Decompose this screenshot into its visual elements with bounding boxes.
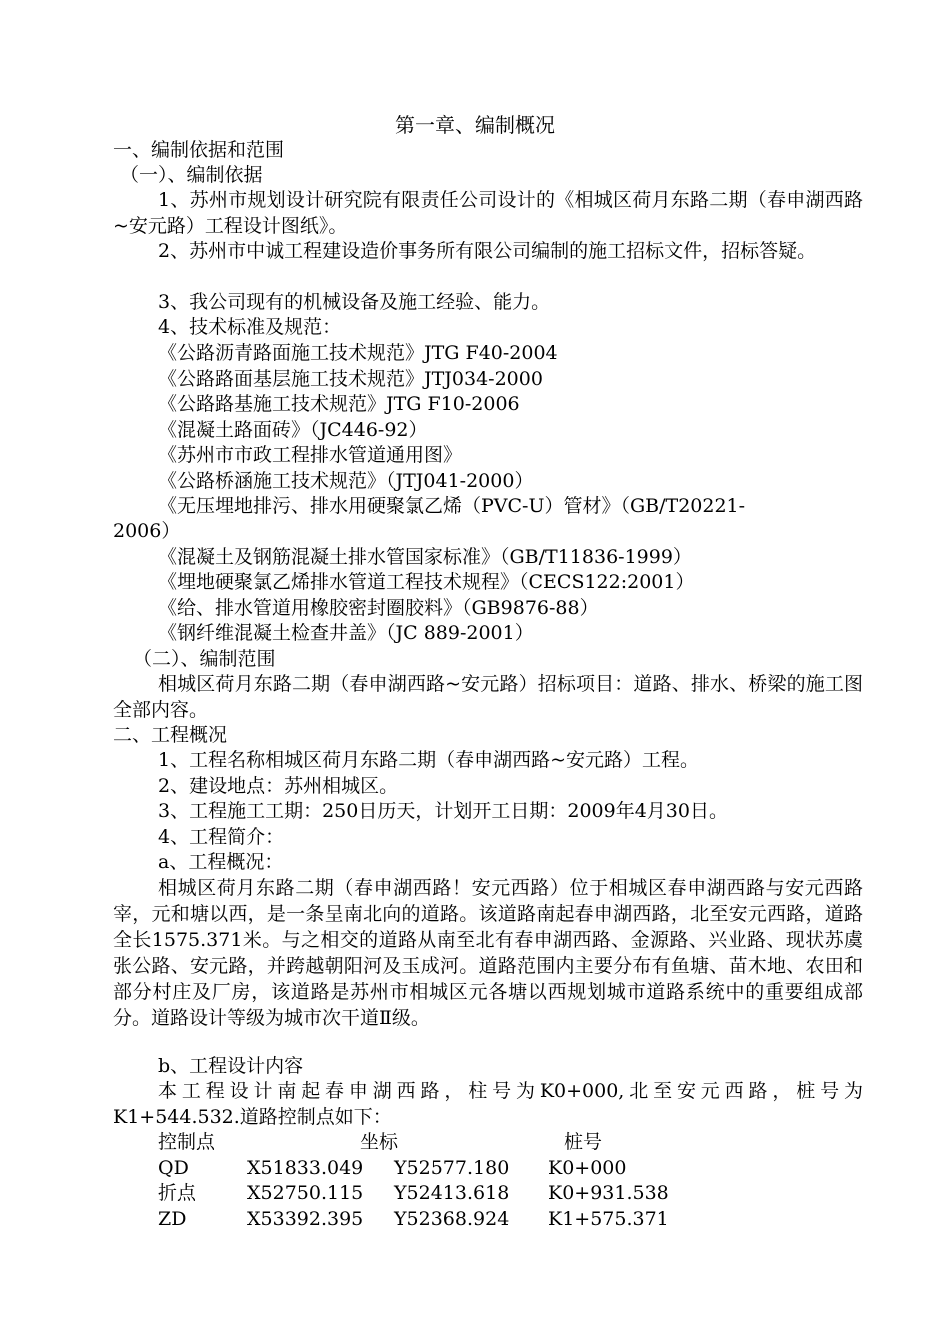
overview-item-2: 2、建设地点：苏州相城区。	[158, 775, 399, 797]
standard-item: 《公路路面基层施工技术规范》JTJ034-2000	[158, 368, 543, 390]
control-header-point: 控制点	[158, 1131, 216, 1153]
basis-item-4: 4、技术标准及规范：	[158, 316, 342, 338]
control-row-x: X52750.115	[247, 1182, 364, 1204]
control-row-x: X53392.395	[247, 1208, 364, 1230]
section1-sub1: （一）、编制依据	[120, 164, 263, 186]
overview-b-text: 本工程设计南起春申湖西路，柱号为K0+000,北至安元西路，桩号为K1+544.532.道路控制点如下：	[113, 1080, 863, 1128]
control-header-station: 桩号	[564, 1131, 603, 1153]
standard-item: 《苏州市市政工程排水管道通用图》	[158, 444, 463, 466]
control-row-station: K0+931.538	[548, 1182, 669, 1204]
section1-sub2: （二）、编制范围	[133, 648, 276, 670]
control-header-coord: 坐标	[360, 1131, 399, 1153]
control-row-station: K0+000	[548, 1157, 627, 1179]
standard-item: 《钢纤维混凝土检查井盖》（JC 889-2001）	[158, 622, 534, 644]
standard-item: 《埋地硬聚氯乙烯排水管道工程技术规程》（CECS122:2001）	[158, 571, 695, 593]
scope-text: 相城区荷月东路二期（春申湖西路~安元路）招标项目：道路、排水、桥梁的施工图全部内容。	[113, 673, 863, 721]
standard-item-pvc-cont: 2006）	[113, 520, 181, 542]
overview-item-3: 3、工程施工工期：250日历天，计划开工日期：2009年4月30日。	[158, 800, 728, 822]
section2-heading: 二、工程概况	[113, 724, 228, 746]
control-row-y: Y52577.180	[394, 1157, 510, 1179]
basis-item-3: 3、我公司现有的机械设备及施工经验、能力。	[158, 291, 551, 313]
control-row-point: QD	[158, 1157, 189, 1179]
section1-heading: 一、编制依据和范围	[113, 139, 285, 161]
overview-b-heading: b、工程设计内容	[158, 1055, 304, 1077]
control-row-x: X51833.049	[247, 1157, 364, 1179]
standard-item: 《混凝土路面砖》（JC446-92）	[158, 419, 428, 441]
standard-item: 《公路路基施工技术规范》JTG F10-2006	[158, 393, 520, 415]
control-row-y: Y52368.924	[394, 1208, 510, 1230]
control-row-point: 折点	[158, 1182, 197, 1204]
chapter-title: 第一章、编制概况	[395, 113, 555, 137]
overview-item-1: 1、工程名称相城区荷月东路二期（春申湖西路~安元路）工程。	[158, 749, 700, 771]
overview-a-text: 相城区荷月东路二期（春申湖西路！安元西路）位于相城区春申湖西路与安元西路宰，元和塘以西，是一条呈南北向的道路。该道路南起春申湖西路，北至安元西路，道路全长1575.371米。与之相交的道路从南至北有春申湖西路、金源路、兴业路、现状苏虞张公路、安元路，并跨越朝阳河及玉成河。道路范围内主要分布有鱼塘、苗木地、农田和部分村庄及厂房，该道路是苏州市相城区元各塘以西规划城市道路系统中的重要组成部分。道路设计等级为城市次干道Ⅱ级。	[113, 877, 863, 1029]
control-row-point: ZD	[158, 1208, 187, 1230]
control-row-y: Y52413.618	[394, 1182, 510, 1204]
overview-a-heading: a、工程概况：	[158, 851, 284, 873]
standard-item-pvc: 《无压埋地排污、排水用硬聚氯乙烯（PVC-U）管材》（GB/T20221-	[158, 495, 746, 517]
standard-item: 《混凝土及钢筋混凝土排水管国家标准》（GB/T11836-1999）	[158, 546, 692, 568]
control-row-station: K1+575.371	[548, 1208, 669, 1230]
standard-item: 《公路沥青路面施工技术规范》JTG F40-2004	[158, 342, 558, 364]
basis-item-2: 2、苏州市中诚工程建设造价事务所有限公司编制的施工招标文件，招标答疑。	[158, 240, 817, 262]
basis-item-1: 1、苏州市规划设计研究院有限责任公司设计的《相城区荷月东路二期（春申湖西路~安元路）工程设计图纸》。	[113, 189, 863, 237]
overview-item-4: 4、工程简介：	[158, 826, 285, 848]
standard-item: 《公路桥涵施工技术规范》（JTJ041-2000）	[158, 470, 534, 492]
standard-item: 《给、排水管道用橡胶密封圈胶料》（GB9876-88）	[158, 597, 599, 619]
